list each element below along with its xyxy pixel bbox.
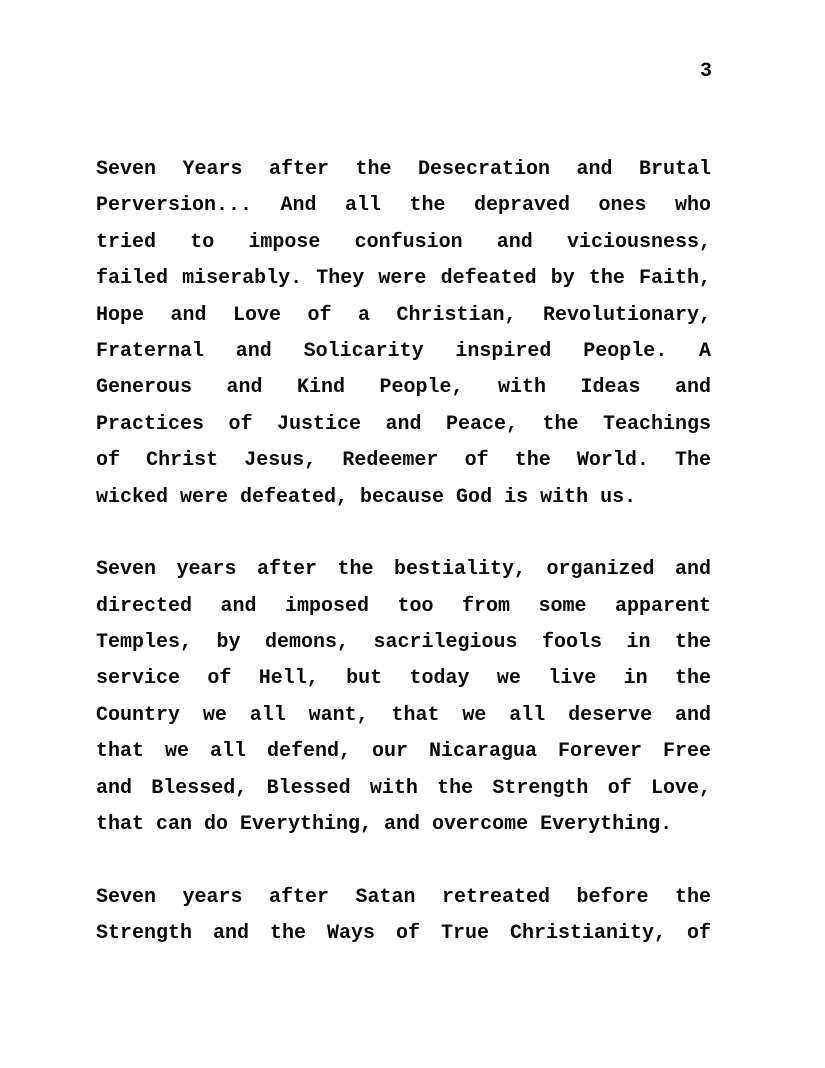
text-line: wicked were defeated, because God is with us.	[96, 485, 637, 509]
text-line: Seven Years after the Desecration and Brutal	[96, 158, 711, 181]
text-line: Temples, by demons, sacrilegious fools in the	[96, 631, 711, 655]
text-line: that we all defend, our Nicaragua Forever Free	[96, 740, 711, 764]
text-line: and Blessed, Blessed with the Strength of Love,	[96, 776, 711, 800]
text-line: service of Hell, but today we live in the	[96, 667, 711, 691]
paragraph-1	[96, 152, 711, 516]
text-line: that can do Everything, and overcome Everything.	[96, 813, 673, 837]
text-line: of Christ Jesus, Redeemer of the World. The	[96, 449, 711, 473]
page-number: 3	[699, 60, 712, 83]
text-line: Hope and Love of a Christian, Revolutionary,	[96, 303, 711, 327]
text-line: Fraternal and Solicarity inspired People. A	[96, 339, 711, 363]
body-text	[96, 152, 711, 989]
text-line: Practices of Justice and Peace, the Teachings	[96, 412, 711, 436]
text-line: Seven years after Satan retreated before the	[96, 885, 711, 909]
paragraph-3	[96, 880, 711, 953]
text-line: Strength and the Ways of True Christianity, of	[96, 922, 711, 946]
text-line: Perversion... And all the depraved ones who	[96, 194, 711, 218]
text-line: Country we all want, that we all deserve and	[96, 703, 711, 727]
text-line: failed miserably. They were defeated by the Faith,	[96, 267, 711, 291]
text-line: Seven years after the bestiality, organized and	[96, 558, 711, 582]
text-line: tried to impose confusion and viciousness,	[96, 230, 711, 254]
text-line: Generous and Kind People, with Ideas and	[96, 376, 711, 400]
paragraph-2	[96, 552, 711, 843]
text-line: directed and imposed too from some apparent	[96, 594, 711, 618]
